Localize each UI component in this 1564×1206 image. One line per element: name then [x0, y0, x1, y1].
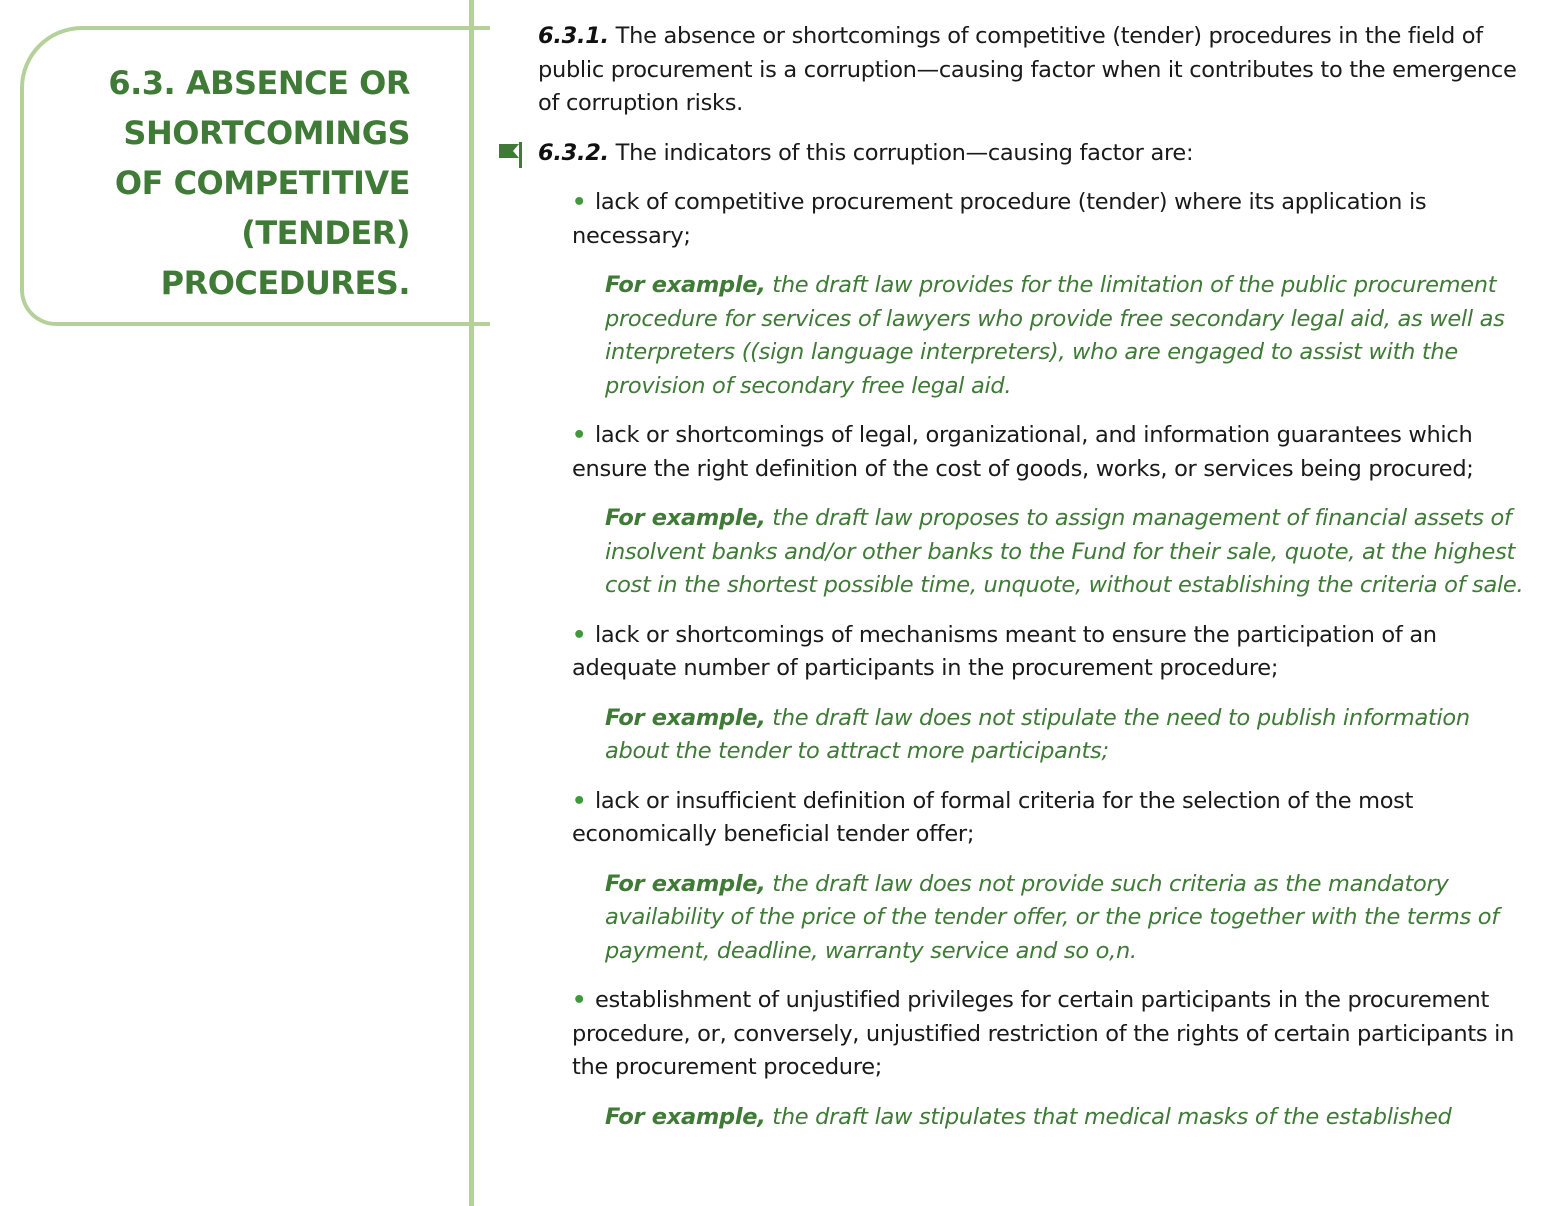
example-block — [605, 702, 1538, 769]
bullet-marker: • — [572, 422, 587, 448]
vertical-divider — [469, 0, 474, 1206]
example-label: For example, — [605, 272, 766, 298]
paragraph-number: 6.3.1. — [538, 23, 609, 49]
paragraph-text: The indicators of this corruption—causing factor are: — [615, 139, 1194, 166]
example-text: the draft law stipulates that medical masks of the established — [772, 1103, 1452, 1130]
bullet-marker: • — [572, 621, 587, 648]
indicator-text: lack of competitive procurement procedure (tender) where its application is necessary; — [572, 189, 1427, 249]
example-block — [605, 1101, 1538, 1135]
indicator-item — [572, 419, 1538, 486]
indicator-item — [572, 984, 1538, 1085]
example-text: the draft law does not stipulate the need to publish information about the tender to attract more participants; — [605, 704, 1470, 764]
indicator-text: establishment of unjustified privileges for certain participants in the procurement procedure, or, conversely, unjustified restriction of the rights of certain participants in the procurement procedure; — [572, 987, 1515, 1080]
example-block — [605, 868, 1538, 969]
flag-icon — [497, 138, 525, 168]
bullet-marker: • — [572, 787, 587, 814]
bullet-marker: • — [572, 987, 587, 1013]
example-text: the draft law proposes to assign management of financial assets of insolvent banks and/or other banks to the Fund for their sale, quote, at the highest cost in the shortest possible time, unquote, without establishing the criteria of sale. — [605, 505, 1524, 598]
paragraph-6-3-2 — [538, 137, 1538, 171]
example-label: For example, — [605, 870, 766, 897]
indicator-text: lack or shortcomings of legal, organizational, and information guarantees which ensure the right definition of the cost of goods, works, or services being procured; — [572, 422, 1474, 482]
indicator-item — [572, 619, 1538, 686]
paragraph-text: The absence or shortcomings of competitive (tender) procedures in the field of public procurement is a corruption—causing factor when it contributes to the emergence of corruption risks. — [538, 23, 1517, 116]
section-content — [538, 20, 1538, 1150]
paragraph-number: 6.3.2. — [538, 139, 609, 166]
example-label: For example, — [605, 1103, 766, 1130]
example-block — [605, 269, 1538, 403]
example-text: the draft law does not provide such criteria as the mandatory availability of the price of the tender offer, or the price together with the terms of payment, deadline, warranty service and so o,n. — [605, 870, 1499, 964]
bullet-marker: • — [572, 189, 587, 215]
indicator-item — [572, 785, 1538, 852]
example-label: For example, — [605, 505, 766, 531]
indicator-text: lack or shortcomings of mechanisms meant to ensure the participation of an adequate number of participants in the procurement procedure; — [572, 621, 1437, 681]
paragraph-6-3-1 — [538, 20, 1538, 121]
indicator-text: lack or insufficient definition of formal criteria for the selection of the most economically beneficial tender offer; — [572, 787, 1414, 847]
indicator-item — [572, 186, 1538, 253]
example-block — [605, 502, 1538, 603]
example-text: the draft law provides for the limitation of the public procurement procedure for services of lawyers who provide free secondary legal aid, as well as interpreters ((sign language interpreters), who are engaged to assist with the provision of secondary free legal aid. — [605, 272, 1505, 399]
section-title: 6.3. ABSENCE OR SHORTCOMINGS OF COMPETITIVE (TENDER) PROCEDURES. — [108, 64, 410, 302]
example-label: For example, — [605, 704, 766, 731]
